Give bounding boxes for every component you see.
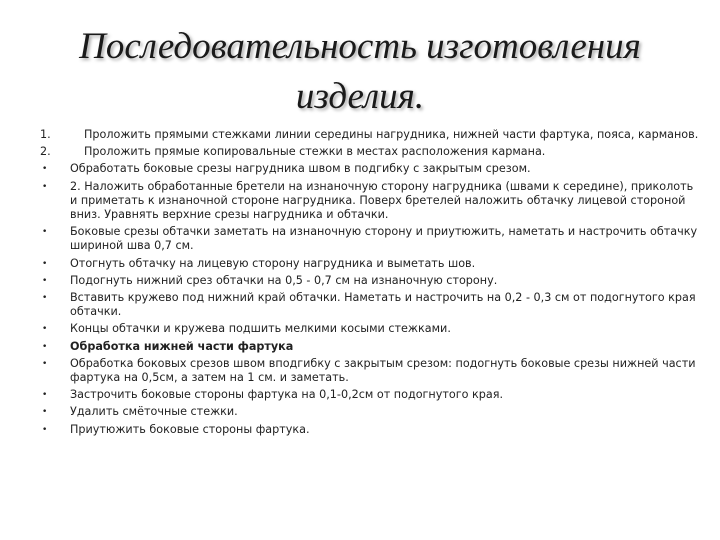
list-item-text: Вставить кружево под нижний край обтачки. Наметать и настрочить на 0,2 - 0,3 см от подогнутого края обтачки. [70, 291, 696, 319]
list-item [40, 357, 700, 385]
section-heading: Обработка нижней части фартука [70, 339, 294, 353]
list-item [40, 162, 700, 176]
list-item [40, 274, 700, 288]
bullet-marker: • [42, 164, 48, 175]
bullet-marker: • [42, 324, 48, 335]
bullet-marker: • [42, 258, 48, 269]
bullet-marker: • [42, 341, 48, 352]
list-item-text: Удалить смёточные стежки. [70, 405, 238, 419]
list-item [40, 291, 700, 319]
list-item [40, 405, 700, 419]
list-item [40, 340, 700, 354]
list-item-text: 2. Наложить обработанные бретели на изнаночную сторону нагрудника (швами к середине), приколоть и приметать к изнаночной стороне нагрудника. Поверх бретелей наложить обтачку лицевой стороной вниз. Уравнять верхние срезы нагрудника и обтачки. [70, 179, 694, 222]
list-item-text: Концы обтачки и кружева подшить мелкими косыми стежками. [70, 322, 451, 336]
bullet-marker: • [42, 275, 48, 286]
list-item [40, 388, 700, 402]
title-line-2: изделия. [295, 76, 425, 117]
bullet-marker: • [42, 390, 48, 401]
list-item-text: Проложить прямыми стежками линии середины нагрудника, нижней части фартука, пояса, карманов. [84, 128, 699, 141]
list-marker: 1. [40, 128, 51, 141]
bullet-marker: • [42, 181, 48, 192]
list-item-text: Обработка боковых срезов швом вподгибку с закрытым срезом: подогнуть боковые срезы нижней части фартука на 0,5см, а затем на 1 см. и заметать. [70, 356, 696, 385]
list-item-text: Проложить прямые копировальные стежки в местах расположения кармана. [84, 145, 546, 159]
title-line-1: Последовательность изготовления [79, 26, 641, 67]
list-item [40, 225, 700, 253]
list-item [40, 423, 700, 437]
list-marker: 2. [40, 145, 51, 159]
list-item [40, 257, 700, 271]
list-item [40, 180, 700, 223]
list-item [40, 128, 700, 142]
list-item-text: Боковые срезы обтачки заметать на изнаночную сторону и приутюжить, наметать и настрочить обтачку шириной шва 0,7 см. [70, 225, 698, 253]
bullet-marker: • [42, 358, 48, 369]
bullet-marker: • [42, 293, 48, 304]
list-item-text: Застрочить боковые стороны фартука на 0,1-0,2см от подогнутого края. [70, 388, 503, 402]
slide-title [40, 22, 680, 122]
bullet-marker: • [42, 407, 48, 418]
list-item-text: Подогнуть нижний срез обтачки на 0,5 - 0,7 см на изнаночную сторону. [70, 273, 498, 287]
list-item-text: Обработать боковые срезы нагрудника швом в подгибку с закрытым срезом. [70, 162, 531, 176]
list-item-text: Приутюжить боковые стороны фартука. [70, 422, 310, 436]
list-item [40, 322, 700, 336]
bullet-marker: • [42, 424, 48, 435]
steps-list [40, 128, 700, 440]
list-item-text: Отогнуть обтачку на лицевую сторону нагрудника и выметать шов. [70, 256, 476, 270]
bullet-marker: • [42, 227, 48, 238]
list-item [40, 145, 700, 159]
